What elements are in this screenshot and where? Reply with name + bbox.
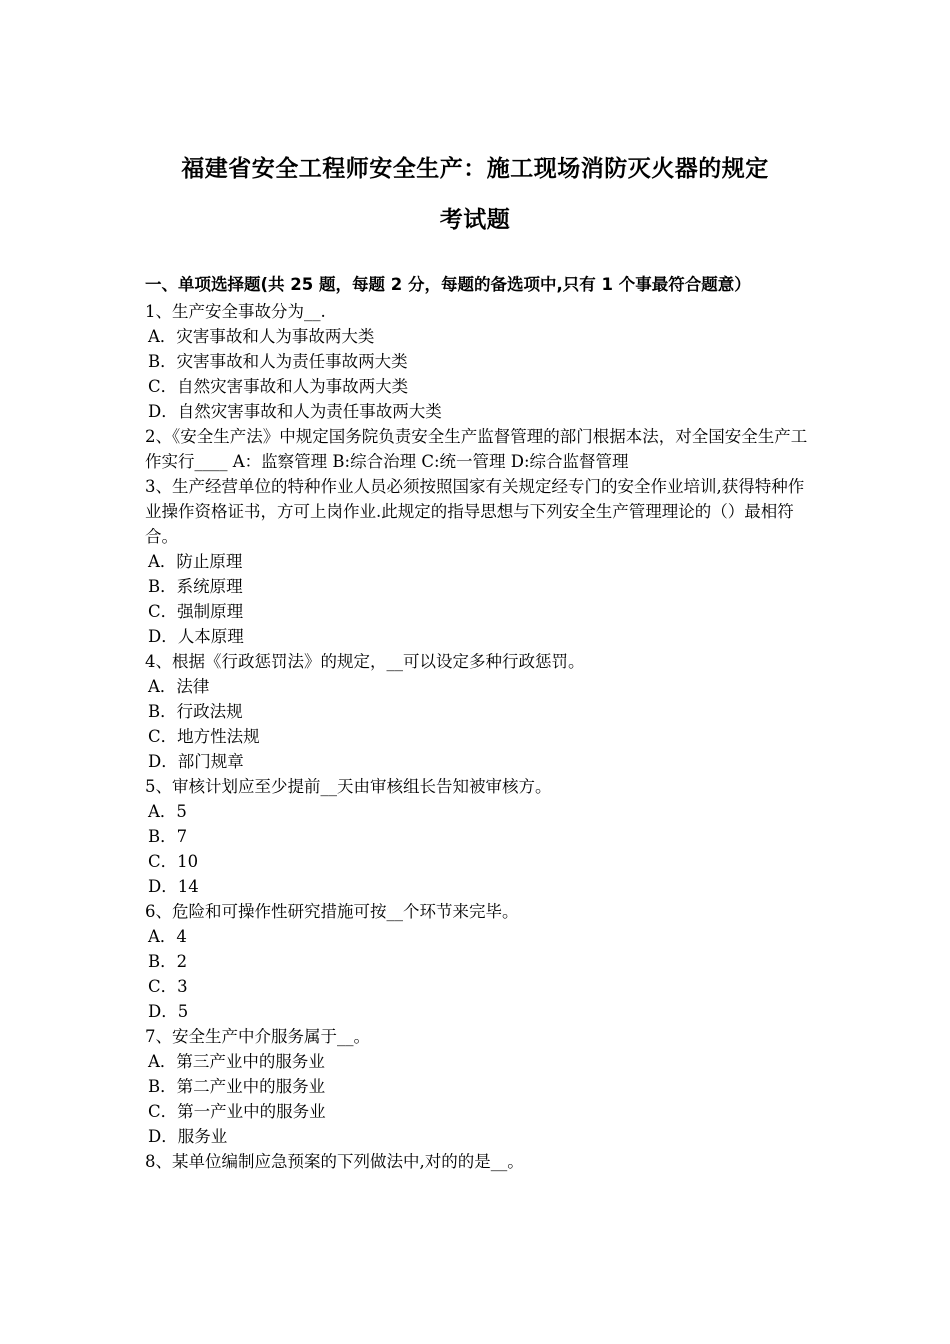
question-6-option-b: B．2 (148, 952, 188, 971)
question-3-option-d: D．人本原理 (148, 627, 244, 646)
question-8-stem: 8、某单位编制应急预案的下列做法中,对的的是__。 (145, 1152, 524, 1171)
document-title-line2: 考试题 (439, 207, 511, 233)
question-1-option-c: C．自然灾害事故和人为事故两大类 (148, 377, 409, 396)
question-5-option-a: A．5 (148, 802, 187, 821)
document-body (145, 273, 810, 1174)
question-5-stem: 5、审核计划应至少提前__天由审核组长告知被审核方。 (145, 777, 552, 796)
question-6-option-a: A．4 (148, 927, 187, 946)
question-5-option-b: B．7 (148, 827, 188, 846)
question-4-stem: 4、根据《行政惩罚法》的规定，__可以设定多种行政惩罚。 (145, 652, 585, 671)
question-3-option-b: B．系统原理 (148, 577, 243, 596)
question-4-option-c: C．地方性法规 (148, 727, 260, 746)
question-1-option-a: A．灾害事故和人为事故两大类 (148, 327, 375, 346)
section-heading: 一、单项选择题(共 25 题，每题 2 分，每题的备选项中,只有 1 个事最符合题意） (145, 275, 751, 294)
question-7-stem: 7、安全生产中介服务属于__。 (145, 1027, 370, 1046)
question-7-option-c: C．第一产业中的服务业 (148, 1102, 326, 1121)
question-6-option-d: D．5 (148, 1002, 189, 1021)
question-1-option-b: B．灾害事故和人为责任事故两大类 (148, 352, 408, 371)
question-5-option-d: D．14 (148, 877, 199, 896)
question-2-stem: 2、《安全生产法》中规定国务院负责安全生产监督管理的部门根据本法，对全国安全生产工作实行____ A：监察管理 B:综合治理 C:统一管理 D:综合监督管理 (145, 427, 808, 471)
question-3-stem: 3、生产经营单位的特种作业人员必须按照国家有关规定经专门的安全作业培训,获得特种作业操作资格证书，方可上岗作业.此规定的指导思想与下列安全生产管理理论的（）最相符合。 (145, 477, 805, 546)
question-7-option-a: A．第三产业中的服务业 (148, 1052, 325, 1071)
question-3-option-a: A．防止原理 (148, 552, 243, 571)
question-6-stem: 6、危险和可操作性研究措施可按__个环节来完毕。 (145, 902, 519, 921)
question-4-option-a: A．法律 (148, 677, 210, 696)
question-1-stem: 1、生产安全事故分为__. (145, 302, 326, 321)
question-4-option-b: B．行政法规 (148, 702, 243, 721)
question-6-option-c: C．3 (148, 977, 188, 996)
question-4-option-d: D．部门规章 (148, 752, 244, 771)
question-3-option-c: C．强制原理 (148, 602, 244, 621)
question-1-option-d: D．自然灾害事故和人为责任事故两大类 (148, 402, 442, 421)
question-7-option-d: D．服务业 (148, 1127, 228, 1146)
question-7-option-b: B．第二产业中的服务业 (148, 1077, 326, 1096)
question-5-option-c: C．10 (148, 852, 199, 871)
document-title-line1: 福建省安全工程师安全生产：施工现场消防灭火器的规定 (181, 156, 769, 182)
